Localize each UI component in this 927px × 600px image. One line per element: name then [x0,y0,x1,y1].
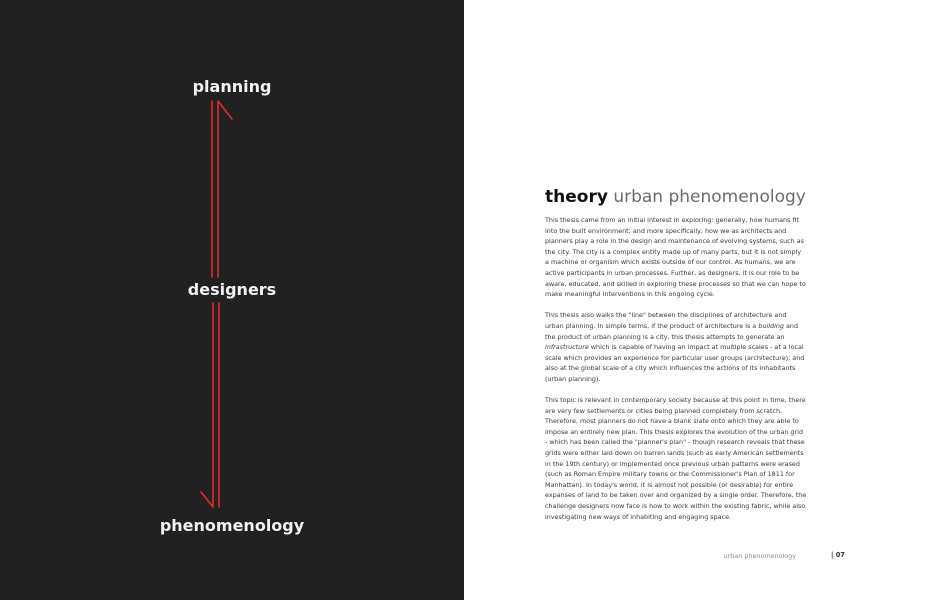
body-text [545,215,807,533]
paragraph-1: This thesis came from an initial interest in exploring: generally, how humans fit into the built environment; and more specifically, how we as architects and planners play a role in the design and maintenance of evolving systems, such as the city. The city is a complex entity made up of many parts, but it is not simply a machine or organism which exists outside of our control. As humans, we are active participants in urban processes. Further, as designers, it is our role to be aware, educated, and skilled in exploring these processes so that we can hope to make meaningful interventions in this ongoing cycle. [545,216,806,299]
upward-arrow-head [218,101,232,277]
title-bold-word: theory [545,187,608,207]
paragraph-3: This topic is relevant in contemporary society because at this point in time, there are very few settlements or cities being planned completely from scratch. Therefore, most planners do not have a blank slate onto which they are able to impose an entirely new plan. This thesis explores the evolution of the urban grid - which has been called the "planner's plan" - though research reveals that these grids were either laid down on barren lands (such as early American settlements in the 19th century) or implemented once previous urban patterns were erased (such as Roman Empire military towns or the Commissioner's Plan of 1811 for Manhattan). In today's world, it is almost not possible (or desirable) for entire expanses of land to be taken over and organized by a single order. Therefore, the challenge designers now face is how to work within the existing fabric, while also investigating new ways of inhabiting and engaging space. [545,396,807,521]
downward-arrow-head [201,303,213,507]
paragraph-2-part-b: and the product of urban planning is a city, this thesis attempts to generate an [545,321,799,341]
page-title [545,186,806,208]
title-subtitle: urban phenomenology [613,187,806,207]
paragraph-2-part-a: This thesis also walks the "line" between the disciplines of architecture and urban planning. In simple terms, if the product of architecture is a [545,311,787,330]
label-planning: planning [192,77,272,96]
page-number: | 07 [831,551,845,559]
emphasis-building: building [758,321,784,330]
footer-section-label: urban phenomenology [723,552,796,560]
emphasis-infrastructure: infrastructure [545,343,589,352]
label-designers: designers [187,280,277,299]
label-phenomenology: phenomenology [159,516,305,535]
paragraph-2-part-c: which is capable of having an impact at multiple scales - at a local scale which provides an experience for particular user groups (architecture); and also at the global scale of a city which influences the actions of its inhabitants (urban planning). [545,343,805,383]
paragraph-2 [545,310,807,384]
